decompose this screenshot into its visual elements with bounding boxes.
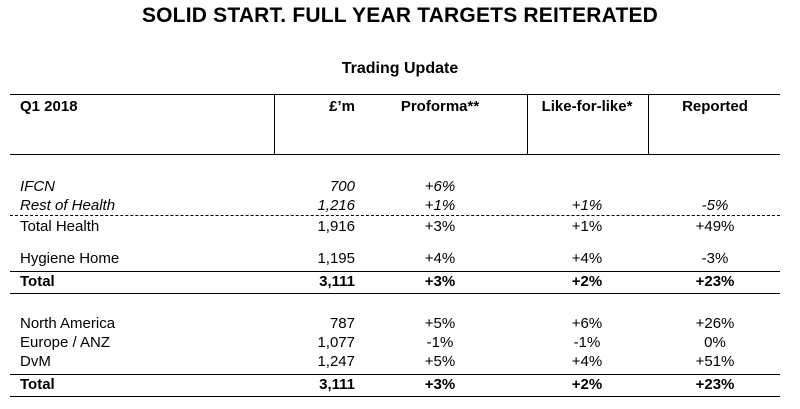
header-column-divider — [274, 94, 275, 154]
row-gbp: 1,077 — [317, 334, 355, 351]
table-bottom-border — [10, 396, 780, 397]
table-top-border — [10, 94, 780, 95]
row-reported: -5% — [701, 197, 729, 214]
row-reported: +23% — [695, 376, 735, 393]
page-title: SOLID START. FULL YEAR TARGETS REITERATED — [141, 4, 659, 27]
row-like-for-like: +4% — [571, 250, 603, 267]
row-label: Total — [20, 376, 55, 393]
row-like-for-like: +2% — [571, 376, 603, 393]
header-reported: Reported — [682, 98, 748, 115]
row-gbp: 700 — [329, 178, 355, 195]
row-label: North America — [20, 315, 116, 332]
row-like-for-like: +1% — [571, 218, 603, 235]
table-subtitle: Trading Update — [341, 60, 459, 77]
header-period: Q1 2018 — [20, 98, 78, 115]
row-label: Rest of Health — [20, 197, 116, 214]
row-divider — [10, 293, 780, 294]
row-proforma: +6% — [424, 178, 456, 195]
row-label: DvM — [20, 353, 51, 370]
row-gbp: 3,111 — [319, 273, 355, 290]
row-proforma: +5% — [424, 315, 456, 332]
header-bottom-border — [10, 154, 780, 155]
row-reported: 0% — [704, 334, 726, 351]
row-like-for-like: +4% — [571, 353, 603, 370]
row-proforma: +5% — [424, 353, 456, 370]
row-like-for-like: +2% — [571, 273, 603, 290]
row-reported: +26% — [695, 315, 735, 332]
row-proforma: +3% — [424, 273, 456, 290]
row-gbp: 3,111 — [319, 376, 355, 393]
row-label: Total — [20, 273, 55, 290]
row-label: Total Health — [20, 218, 100, 235]
row-proforma: +1% — [424, 197, 456, 214]
trading-update-table — [10, 94, 780, 397]
row-reported: +23% — [695, 273, 735, 290]
row-divider — [10, 374, 780, 375]
row-like-for-like: +1% — [571, 197, 603, 214]
row-like-for-like: +6% — [571, 315, 603, 332]
header-like-for-like: Like-for-like* — [541, 98, 633, 115]
row-proforma: +4% — [424, 250, 456, 267]
header-proforma: Proforma** — [400, 98, 480, 115]
row-gbp: 1,195 — [317, 250, 355, 267]
row-divider — [10, 271, 780, 272]
row-gbp: 1,916 — [317, 218, 355, 235]
header-gbp: £’m — [329, 98, 355, 115]
row-like-for-like: -1% — [573, 334, 601, 351]
row-reported: -3% — [701, 250, 729, 267]
row-label: Hygiene Home — [20, 250, 120, 267]
row-proforma: +3% — [424, 218, 456, 235]
row-gbp: 1,247 — [317, 353, 355, 370]
row-proforma: -1% — [426, 334, 454, 351]
row-gbp: 787 — [329, 315, 355, 332]
row-label: Europe / ANZ — [20, 334, 111, 351]
row-label: IFCN — [20, 178, 55, 195]
row-reported: +51% — [695, 353, 735, 370]
row-gbp: 1,216 — [317, 197, 355, 214]
row-proforma: +3% — [424, 376, 456, 393]
row-divider-dashed — [10, 215, 780, 216]
row-reported: +49% — [695, 218, 735, 235]
header-column-divider — [648, 94, 649, 154]
